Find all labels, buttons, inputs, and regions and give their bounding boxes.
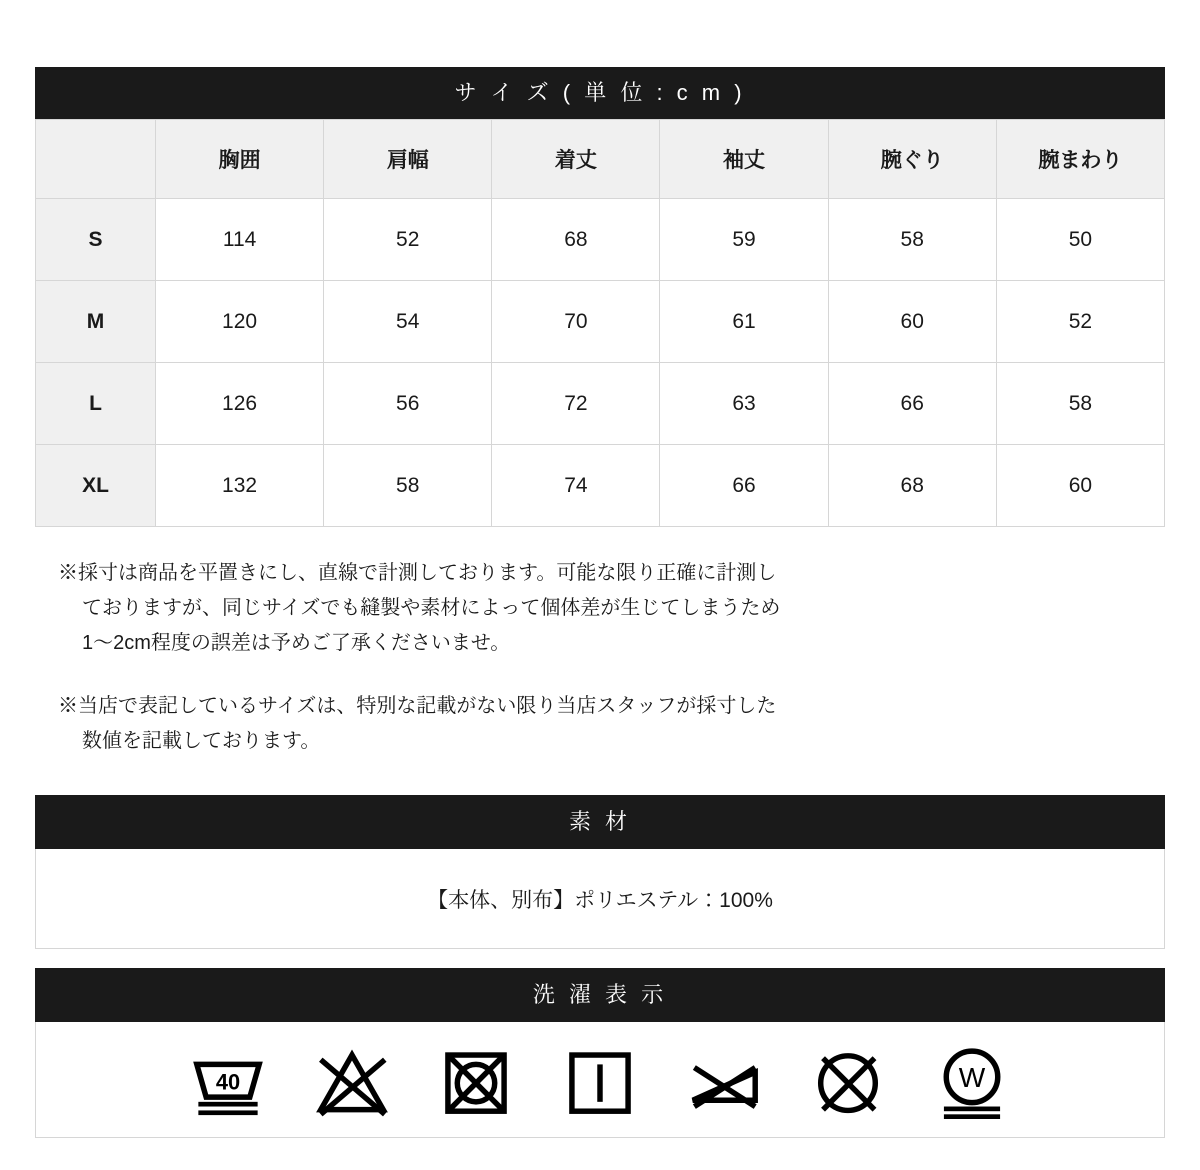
cell-xl-arm: 60 [996,445,1164,527]
cell-l-length: 72 [492,363,660,445]
column-header-arm-circumference: 腕まわり [996,120,1164,199]
cell-xl-armhole: 68 [828,445,996,527]
cell-s-arm: 50 [996,199,1164,281]
cell-m-length: 70 [492,281,660,363]
column-header-length: 着丈 [492,120,660,199]
wet-clean-label: W [958,1061,986,1093]
no-bleach-icon [313,1041,391,1119]
row-label-l: L [36,363,156,445]
note-line: ※採寸は商品を平置きにし、直線で計測しております。可能な限り正確に計測し [58,562,777,584]
note-line: ておりますが、同じサイズでも縫製や素材によって個体差が生じてしまうため [82,597,781,619]
size-section-title: サ イ ズ ( 単 位 : c m ) [35,67,1165,119]
material-section [35,795,1165,949]
table-header-row [36,120,1165,199]
cell-s-armhole: 58 [828,199,996,281]
column-header-shoulder: 肩幅 [324,120,492,199]
cell-xl-length: 74 [492,445,660,527]
note-measurement [58,556,1128,661]
cell-m-sleeve: 61 [660,281,828,363]
no-iron-icon [685,1041,763,1119]
column-header-blank [36,120,156,199]
cell-xl-shoulder: 58 [324,445,492,527]
note-staff-measured [58,689,1128,759]
washing-section-title: 洗 濯 表 示 [35,968,1165,1022]
cell-l-sleeve: 63 [660,363,828,445]
cell-m-armhole: 60 [828,281,996,363]
material-section-title: 素 材 [35,795,1165,849]
cell-m-bust: 120 [156,281,324,363]
column-header-sleeve: 袖丈 [660,120,828,199]
cell-l-bust: 126 [156,363,324,445]
machine-wash-temp-label: 40 [215,1068,241,1094]
cell-l-armhole: 66 [828,363,996,445]
cell-xl-bust: 132 [156,445,324,527]
material-section-body: 【本体、別布】ポリエステル：100% [35,849,1165,949]
note-line: 数値を記載しております。 [82,730,321,752]
table-row [36,281,1165,363]
machine-wash-40-icon [189,1041,267,1119]
column-header-bust: 胸囲 [156,120,324,199]
washing-section [35,968,1165,1138]
row-label-m: M [36,281,156,363]
cell-l-shoulder: 56 [324,363,492,445]
table-row [36,199,1165,281]
cell-m-shoulder: 54 [324,281,492,363]
wet-clean-icon [933,1041,1011,1119]
size-section [35,67,1165,527]
no-tumble-dry-icon [437,1041,515,1119]
cell-xl-sleeve: 66 [660,445,828,527]
washing-symbol-row [35,1022,1165,1138]
column-header-armhole: 腕ぐり [828,120,996,199]
note-line: 1〜2cm程度の誤差は予めご了承くださいませ。 [82,632,511,654]
measurement-notes [58,556,1128,759]
table-row [36,363,1165,445]
row-label-xl: XL [36,445,156,527]
cell-s-bust: 114 [156,199,324,281]
note-line: ※当店で表記しているサイズは、特別な記載がない限り当店スタッフが採寸した [58,695,777,717]
cell-s-sleeve: 59 [660,199,828,281]
no-dry-clean-icon [809,1041,887,1119]
row-label-s: S [36,199,156,281]
cell-s-shoulder: 52 [324,199,492,281]
cell-m-arm: 52 [996,281,1164,363]
size-table [35,119,1165,527]
cell-s-length: 68 [492,199,660,281]
cell-l-arm: 58 [996,363,1164,445]
drip-dry-in-shade-icon [561,1041,639,1119]
table-row [36,445,1165,527]
